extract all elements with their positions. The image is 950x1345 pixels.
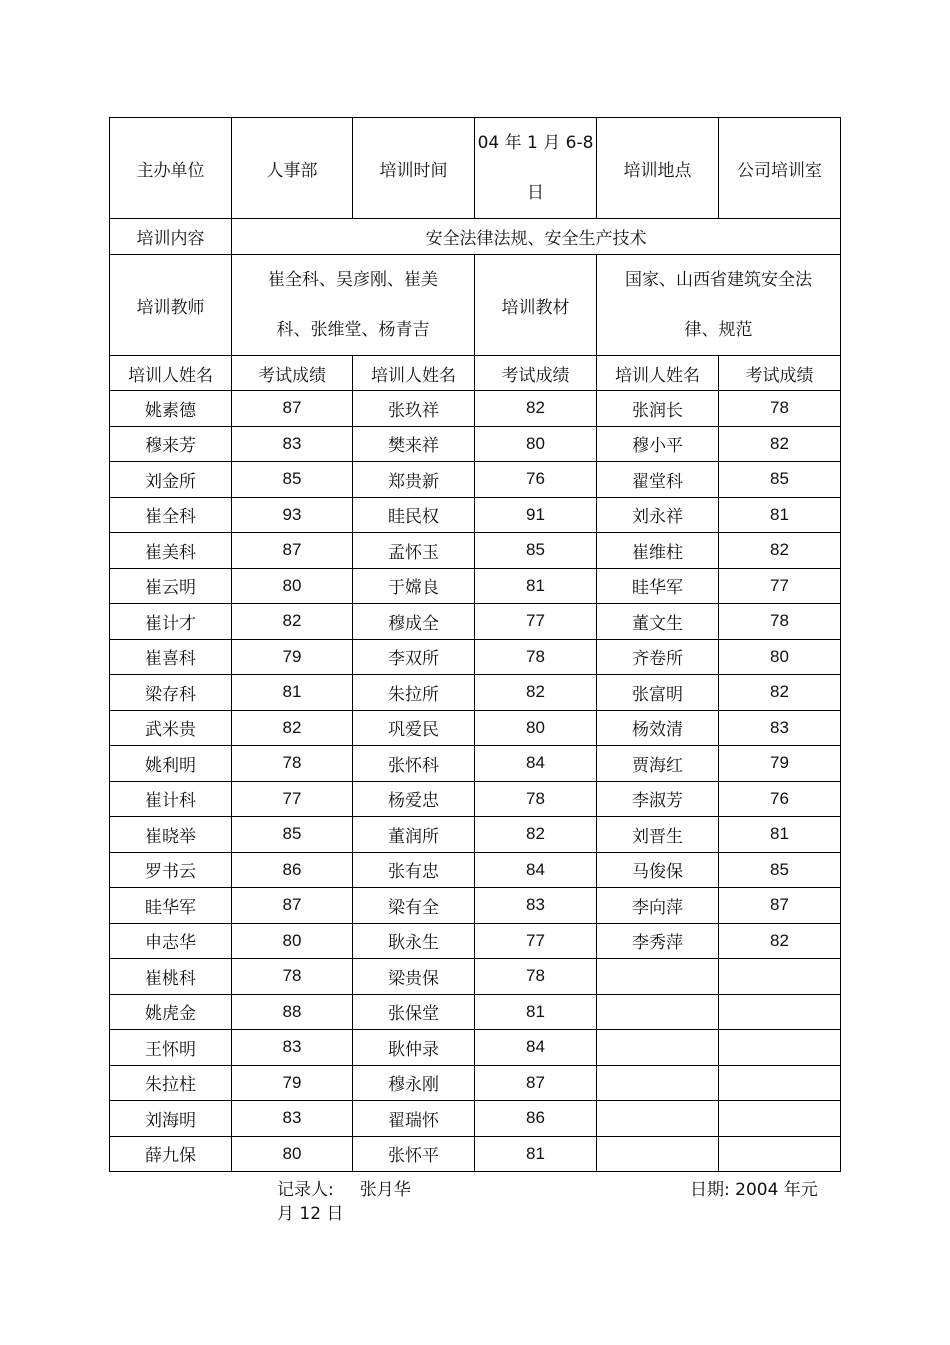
table-row bbox=[110, 462, 841, 498]
material-line2: 律、规范 bbox=[684, 320, 753, 340]
trainee-name-cell: 张怀平 bbox=[353, 1136, 475, 1172]
training-content-value: 安全法律法规、安全生产技术 bbox=[232, 219, 841, 255]
record-date: 日期: 2004 年元 bbox=[690, 1180, 818, 1200]
trainee-name-cell: 张润长 bbox=[597, 391, 719, 427]
score-cell: 77 bbox=[719, 568, 841, 604]
table-row bbox=[110, 533, 841, 569]
score-cell: 87 bbox=[475, 1065, 597, 1101]
score-cell: 83 bbox=[719, 710, 841, 746]
training-time-label: 培训时间 bbox=[353, 118, 475, 219]
score-cell: 87 bbox=[232, 533, 353, 569]
score-cell: 82 bbox=[475, 817, 597, 853]
trainee-name-cell bbox=[597, 1030, 719, 1066]
score-cell: 79 bbox=[232, 1065, 353, 1101]
trainee-name-cell: 崔喜科 bbox=[110, 639, 232, 675]
material-label: 培训教材 bbox=[475, 255, 597, 356]
column-header-score-1: 考试成绩 bbox=[232, 356, 353, 391]
table-row bbox=[110, 639, 841, 675]
training-place-value: 公司培训室 bbox=[719, 118, 841, 219]
teacher-names-line2: 科、张维堂、杨青吉 bbox=[276, 320, 430, 340]
trainee-name-cell: 李秀萍 bbox=[597, 923, 719, 959]
score-cell: 82 bbox=[475, 675, 597, 711]
trainee-name-cell: 董润所 bbox=[353, 817, 475, 853]
recorder-label: 记录人: bbox=[277, 1180, 334, 1200]
table-row bbox=[110, 710, 841, 746]
score-cell: 83 bbox=[232, 1101, 353, 1137]
trainee-name-cell: 刘晋生 bbox=[597, 817, 719, 853]
organizer-label: 主办单位 bbox=[110, 118, 232, 219]
trainee-name-cell: 崔计科 bbox=[110, 781, 232, 817]
score-cell: 76 bbox=[719, 781, 841, 817]
trainee-name-cell: 申志华 bbox=[110, 923, 232, 959]
trainee-name-cell bbox=[597, 1101, 719, 1137]
score-cell: 78 bbox=[475, 639, 597, 675]
score-cell: 88 bbox=[232, 994, 353, 1030]
table-row bbox=[110, 994, 841, 1030]
training-content-label: 培训内容 bbox=[110, 219, 232, 255]
score-cell: 93 bbox=[232, 497, 353, 533]
score-cell: 91 bbox=[475, 497, 597, 533]
trainee-name-cell: 郑贵新 bbox=[353, 462, 475, 498]
table-row bbox=[110, 923, 841, 959]
score-cell: 81 bbox=[475, 994, 597, 1030]
table-row bbox=[110, 604, 841, 640]
trainee-name-cell: 穆来芳 bbox=[110, 426, 232, 462]
score-cell: 84 bbox=[475, 852, 597, 888]
recorder-name: 张月华 bbox=[359, 1180, 411, 1200]
score-cell: 81 bbox=[232, 675, 353, 711]
column-header-row bbox=[110, 356, 841, 391]
score-cell: 87 bbox=[719, 888, 841, 924]
trainee-name-cell: 翟瑞怀 bbox=[353, 1101, 475, 1137]
score-cell: 82 bbox=[719, 923, 841, 959]
trainee-name-cell: 樊来祥 bbox=[353, 426, 475, 462]
trainee-name-cell: 董文生 bbox=[597, 604, 719, 640]
score-cell bbox=[719, 959, 841, 995]
score-cell: 82 bbox=[719, 426, 841, 462]
trainee-name-cell bbox=[597, 1065, 719, 1101]
column-header-name-2: 培训人姓名 bbox=[353, 356, 475, 391]
trainee-name-cell: 梁有全 bbox=[353, 888, 475, 924]
column-header-name-1: 培训人姓名 bbox=[110, 356, 232, 391]
trainee-name-cell: 杨爱忠 bbox=[353, 781, 475, 817]
trainee-name-cell: 梁贵保 bbox=[353, 959, 475, 995]
trainee-name-cell: 张玖祥 bbox=[353, 391, 475, 427]
score-cell bbox=[719, 994, 841, 1030]
trainee-name-cell: 眭华军 bbox=[110, 888, 232, 924]
trainee-name-cell: 于嫦良 bbox=[353, 568, 475, 604]
score-cell: 85 bbox=[232, 462, 353, 498]
score-cell: 81 bbox=[475, 568, 597, 604]
trainee-name-cell bbox=[597, 1136, 719, 1172]
trainee-name-cell: 齐卷所 bbox=[597, 639, 719, 675]
trainee-name-cell: 姚素德 bbox=[110, 391, 232, 427]
table-row bbox=[110, 497, 841, 533]
table-row bbox=[110, 1136, 841, 1172]
trainee-rows bbox=[110, 391, 841, 1172]
table-row bbox=[110, 675, 841, 711]
trainee-name-cell: 崔桃科 bbox=[110, 959, 232, 995]
trainee-name-cell: 姚利明 bbox=[110, 746, 232, 782]
table-row bbox=[110, 888, 841, 924]
score-cell: 79 bbox=[719, 746, 841, 782]
training-time-value bbox=[475, 118, 597, 219]
trainee-name-cell: 张富明 bbox=[597, 675, 719, 711]
recorder bbox=[277, 1175, 411, 1200]
trainee-name-cell: 崔云明 bbox=[110, 568, 232, 604]
score-cell: 84 bbox=[475, 1030, 597, 1066]
table-row bbox=[110, 1065, 841, 1101]
score-cell: 81 bbox=[475, 1136, 597, 1172]
score-cell: 80 bbox=[475, 710, 597, 746]
score-cell: 82 bbox=[232, 604, 353, 640]
table-row bbox=[110, 852, 841, 888]
content-row bbox=[110, 219, 841, 255]
score-cell: 77 bbox=[475, 923, 597, 959]
trainee-name-cell: 穆小平 bbox=[597, 426, 719, 462]
column-header-score-2: 考试成绩 bbox=[475, 356, 597, 391]
trainee-name-cell: 马俊保 bbox=[597, 852, 719, 888]
score-cell: 83 bbox=[232, 426, 353, 462]
score-cell: 85 bbox=[232, 817, 353, 853]
trainee-name-cell: 梁存科 bbox=[110, 675, 232, 711]
training-time-line1: 04 年 1 月 6-8 bbox=[477, 133, 594, 153]
score-cell: 78 bbox=[719, 391, 841, 427]
score-cell: 80 bbox=[475, 426, 597, 462]
trainee-name-cell: 穆成全 bbox=[353, 604, 475, 640]
score-cell: 77 bbox=[232, 781, 353, 817]
score-cell: 84 bbox=[475, 746, 597, 782]
trainee-name-cell: 眭民权 bbox=[353, 497, 475, 533]
trainee-name-cell: 罗书云 bbox=[110, 852, 232, 888]
trainee-name-cell: 朱拉柱 bbox=[110, 1065, 232, 1101]
record-date-line2: 月 12 日 bbox=[277, 1204, 344, 1224]
trainee-name-cell: 翟堂科 bbox=[597, 462, 719, 498]
trainee-name-cell: 耿永生 bbox=[353, 923, 475, 959]
training-record-table bbox=[109, 117, 841, 1172]
trainee-name-cell: 姚虎金 bbox=[110, 994, 232, 1030]
trainee-name-cell: 孟怀玉 bbox=[353, 533, 475, 569]
teacher-row bbox=[110, 255, 841, 356]
score-cell bbox=[719, 1101, 841, 1137]
organizer-value: 人事部 bbox=[232, 118, 353, 219]
score-cell: 78 bbox=[232, 959, 353, 995]
trainee-name-cell: 穆永刚 bbox=[353, 1065, 475, 1101]
table-row bbox=[110, 781, 841, 817]
score-cell: 85 bbox=[719, 462, 841, 498]
trainee-name-cell bbox=[597, 959, 719, 995]
score-cell: 82 bbox=[719, 675, 841, 711]
trainee-name-cell: 崔美科 bbox=[110, 533, 232, 569]
table-row bbox=[110, 1030, 841, 1066]
table-row bbox=[110, 959, 841, 995]
score-cell: 77 bbox=[475, 604, 597, 640]
score-cell: 86 bbox=[475, 1101, 597, 1137]
score-cell: 80 bbox=[232, 923, 353, 959]
score-cell: 80 bbox=[232, 1136, 353, 1172]
score-cell: 80 bbox=[719, 639, 841, 675]
score-cell: 87 bbox=[232, 888, 353, 924]
score-cell: 78 bbox=[232, 746, 353, 782]
teacher-label: 培训教师 bbox=[110, 255, 232, 356]
score-cell: 86 bbox=[232, 852, 353, 888]
column-header-name-3: 培训人姓名 bbox=[597, 356, 719, 391]
trainee-name-cell: 刘海明 bbox=[110, 1101, 232, 1137]
trainee-name-cell: 王怀明 bbox=[110, 1030, 232, 1066]
score-cell: 85 bbox=[475, 533, 597, 569]
score-cell: 82 bbox=[475, 391, 597, 427]
trainee-name-cell: 杨效清 bbox=[597, 710, 719, 746]
trainee-name-cell: 刘永祥 bbox=[597, 497, 719, 533]
score-cell: 81 bbox=[719, 817, 841, 853]
trainee-name-cell: 李淑芳 bbox=[597, 781, 719, 817]
material-value bbox=[597, 255, 841, 356]
score-cell: 81 bbox=[719, 497, 841, 533]
trainee-name-cell: 眭华军 bbox=[597, 568, 719, 604]
table-row bbox=[110, 746, 841, 782]
table-row bbox=[110, 817, 841, 853]
score-cell bbox=[719, 1065, 841, 1101]
score-cell: 82 bbox=[232, 710, 353, 746]
trainee-name-cell: 崔晓举 bbox=[110, 817, 232, 853]
score-cell: 79 bbox=[232, 639, 353, 675]
teacher-names bbox=[232, 255, 475, 356]
trainee-name-cell: 李向萍 bbox=[597, 888, 719, 924]
trainee-name-cell: 武米贵 bbox=[110, 710, 232, 746]
trainee-name-cell: 李双所 bbox=[353, 639, 475, 675]
table-row bbox=[110, 391, 841, 427]
trainee-name-cell: 贾海红 bbox=[597, 746, 719, 782]
trainee-name-cell: 薛九保 bbox=[110, 1136, 232, 1172]
teacher-names-line1: 崔全科、吴彦刚、崔美 bbox=[268, 270, 438, 290]
header-row bbox=[110, 118, 841, 219]
training-place-label: 培训地点 bbox=[597, 118, 719, 219]
score-cell: 78 bbox=[719, 604, 841, 640]
score-cell: 83 bbox=[475, 888, 597, 924]
trainee-name-cell: 崔维柱 bbox=[597, 533, 719, 569]
trainee-name-cell: 崔计才 bbox=[110, 604, 232, 640]
score-cell: 82 bbox=[719, 533, 841, 569]
table-row bbox=[110, 1101, 841, 1137]
score-cell: 85 bbox=[719, 852, 841, 888]
material-line1: 国家、山西省建筑安全法 bbox=[625, 270, 812, 290]
table-row bbox=[110, 568, 841, 604]
score-cell: 83 bbox=[232, 1030, 353, 1066]
trainee-name-cell: 巩爱民 bbox=[353, 710, 475, 746]
score-cell: 78 bbox=[475, 959, 597, 995]
trainee-name-cell: 刘金所 bbox=[110, 462, 232, 498]
trainee-name-cell: 耿仲录 bbox=[353, 1030, 475, 1066]
score-cell: 87 bbox=[232, 391, 353, 427]
score-cell: 78 bbox=[475, 781, 597, 817]
column-header-score-3: 考试成绩 bbox=[719, 356, 841, 391]
score-cell bbox=[719, 1030, 841, 1066]
trainee-name-cell bbox=[597, 994, 719, 1030]
score-cell: 80 bbox=[232, 568, 353, 604]
trainee-name-cell: 张有忠 bbox=[353, 852, 475, 888]
score-cell bbox=[719, 1136, 841, 1172]
trainee-name-cell: 张保堂 bbox=[353, 994, 475, 1030]
trainee-name-cell: 崔全科 bbox=[110, 497, 232, 533]
score-cell: 76 bbox=[475, 462, 597, 498]
table-row bbox=[110, 426, 841, 462]
trainee-name-cell: 张怀科 bbox=[353, 746, 475, 782]
training-time-line2: 日 bbox=[527, 183, 544, 203]
trainee-name-cell: 朱拉所 bbox=[353, 675, 475, 711]
